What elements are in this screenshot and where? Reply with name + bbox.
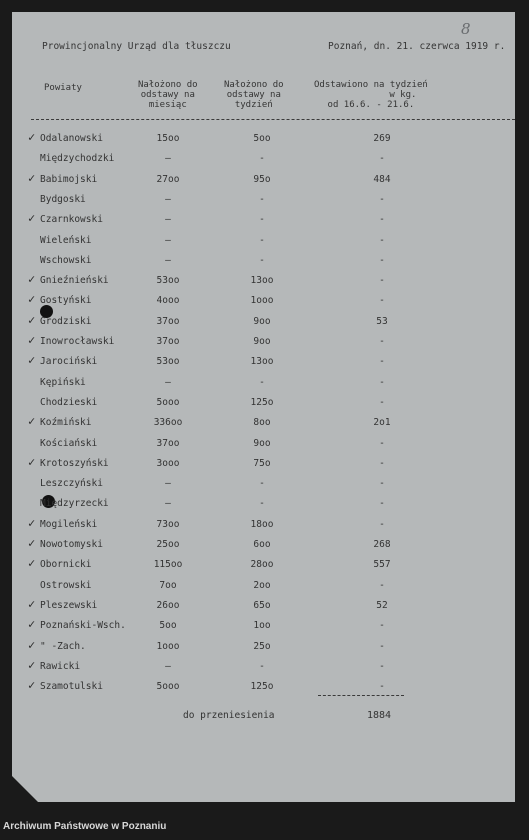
table-row <box>12 596 515 617</box>
weekly-quota: - <box>259 214 265 226</box>
delivered-kg: 268 <box>373 539 391 550</box>
weekly-quota: 9oo <box>253 437 271 449</box>
weekly-quota: 1ooo <box>250 295 274 307</box>
col-header-delivered-line: w kg. <box>389 90 417 100</box>
monthly-quota: 5ooo <box>156 681 180 693</box>
district-name: Jarociński <box>40 356 98 368</box>
check-mark: ✓ <box>28 536 36 550</box>
delivered-kg: - <box>379 478 385 490</box>
check-mark: ✓ <box>28 556 36 571</box>
district-name: " -Zach. <box>40 640 86 652</box>
monthly-quota: 27oo <box>156 173 180 185</box>
weekly-quota: 9oo <box>253 315 271 327</box>
table-row <box>12 437 515 455</box>
delivered-kg: - <box>379 356 385 368</box>
table-row <box>12 637 515 658</box>
monthly-quota: — <box>165 478 171 490</box>
weekly-quota: 25o <box>253 640 271 652</box>
table-row <box>12 579 515 597</box>
weekly-quota: 125o <box>250 681 274 693</box>
district-name: Obornicki <box>40 559 92 571</box>
archive-name: Archiwum Państwowe w Poznaniu <box>3 821 167 832</box>
weekly-quota: 95o <box>253 173 271 185</box>
header-divider <box>31 119 515 120</box>
district-name: Szamotulski <box>40 681 103 693</box>
weekly-quota: 9oo <box>253 336 271 347</box>
weekly-quota: 125o <box>250 396 274 408</box>
table-row <box>12 170 515 191</box>
district-name: Leszczyński <box>40 478 103 490</box>
weekly-quota: 13oo <box>250 356 274 368</box>
weekly-quota: - <box>259 193 265 205</box>
table-row <box>12 477 515 495</box>
district-name: Wieleński <box>40 234 92 246</box>
delivered-kg: - <box>379 457 385 469</box>
monthly-quota: — <box>165 153 171 165</box>
monthly-quota: 115oo <box>153 559 183 571</box>
table-row <box>12 274 515 292</box>
monthly-quota: 7oo <box>159 579 177 591</box>
check-mark: ✓ <box>28 333 36 347</box>
table-row <box>12 619 515 637</box>
monthly-quota: 336oo <box>153 417 183 429</box>
delivered-kg: - <box>379 660 385 672</box>
check-mark: ✓ <box>28 617 36 632</box>
district-name: Kościański <box>40 437 98 449</box>
check-mark: ✓ <box>28 292 36 307</box>
office-name: Prowincjonalny Urząd dla tłuszczu <box>42 41 231 52</box>
monthly-quota: 73oo <box>156 518 180 530</box>
check-mark: ✓ <box>28 211 36 226</box>
col-header-weekly-line: tydzień <box>234 100 273 110</box>
monthly-quota: 37oo <box>156 437 180 449</box>
check-mark: ✓ <box>28 130 36 144</box>
district-name: Gnieźnieński <box>40 275 109 287</box>
delivered-kg: - <box>379 579 385 591</box>
check-mark: ✓ <box>28 170 36 185</box>
delivered-kg: 2o1 <box>373 417 391 429</box>
weekly-quota: - <box>259 153 265 165</box>
archive-footer <box>0 813 529 840</box>
monthly-quota: 26oo <box>156 599 180 611</box>
district-name: Grodziski <box>40 315 92 327</box>
weekly-quota: 2oo <box>253 579 271 591</box>
district-name: Rawicki <box>40 660 81 672</box>
table-row <box>12 376 515 394</box>
monthly-quota: 53oo <box>156 356 180 368</box>
delivered-kg: 269 <box>373 133 391 144</box>
district-name: Kępiński <box>40 376 86 388</box>
delivered-kg: - <box>379 214 385 226</box>
monthly-quota: 53oo <box>156 275 180 287</box>
col-header-weekly <box>224 80 284 110</box>
weekly-quota: 8oo <box>253 417 271 429</box>
weekly-quota: 28oo <box>250 559 274 571</box>
monthly-quota: — <box>165 498 171 510</box>
table-row <box>12 312 515 333</box>
table-row <box>12 355 515 373</box>
monthly-quota: 37oo <box>156 315 180 327</box>
weekly-quota: 13oo <box>250 275 274 287</box>
district-name: Gostyński <box>40 295 92 307</box>
monthly-quota: — <box>165 214 171 226</box>
col-header-delivered-line: Odstawiono na tydzień <box>314 80 428 90</box>
torn-corner <box>12 776 38 802</box>
district-name: Poznański-Wsch. <box>40 620 126 632</box>
district-name: Babimojski <box>40 173 98 185</box>
district-name: Krotoszyński <box>40 457 109 469</box>
document-sheet <box>12 12 515 802</box>
check-mark: ✓ <box>28 515 36 530</box>
weekly-quota: 1oo <box>253 620 271 632</box>
district-name: Międzyrzecki <box>40 498 109 510</box>
weekly-quota: 18oo <box>250 518 274 530</box>
table-row <box>12 538 515 556</box>
monthly-quota: — <box>165 193 171 205</box>
table-row <box>12 558 515 576</box>
delivered-kg: - <box>379 620 385 632</box>
weekly-quota: - <box>259 234 265 246</box>
table-row <box>12 254 515 272</box>
monthly-quota: 4ooo <box>156 295 180 307</box>
weekly-quota: - <box>259 498 265 510</box>
delivered-kg: 53 <box>376 315 388 327</box>
delivered-kg: - <box>379 254 385 266</box>
district-name: Pleszewski <box>40 599 98 611</box>
delivered-kg: - <box>379 153 385 165</box>
check-mark: ✓ <box>28 637 36 652</box>
table-row <box>12 416 515 434</box>
delivered-kg: - <box>379 336 385 347</box>
weekly-quota: - <box>259 660 265 672</box>
delivered-kg: 52 <box>376 599 388 611</box>
col-header-delivered-line: od 16.6. - 21.6. <box>327 100 415 110</box>
district-name: Wschowski <box>40 254 92 266</box>
monthly-quota: 25oo <box>156 539 180 550</box>
col-header-district: Powiaty <box>44 83 82 93</box>
table-row <box>12 132 515 150</box>
weekly-quota: - <box>259 376 265 388</box>
monthly-quota: — <box>165 254 171 266</box>
monthly-quota: — <box>165 234 171 246</box>
check-mark: ✓ <box>28 454 36 469</box>
district-name: Ostrowski <box>40 579 92 591</box>
delivered-kg: 557 <box>373 559 391 571</box>
district-name: Inowrocławski <box>40 336 115 347</box>
district-name: Międzychodzki <box>40 153 115 165</box>
monthly-quota: 1ooo <box>156 640 180 652</box>
col-header-monthly-line: odstawy na <box>140 90 195 100</box>
delivered-kg: 484 <box>373 173 391 185</box>
col-header-weekly-line: Nałożono do <box>224 80 284 90</box>
total-label: do przeniesienia <box>183 710 275 721</box>
table-row <box>12 335 515 353</box>
district-name: Czarnkowski <box>40 214 103 226</box>
delivered-kg: - <box>379 681 385 693</box>
weekly-quota: 65o <box>253 599 271 611</box>
check-mark: ✓ <box>28 353 36 368</box>
check-mark: ✓ <box>28 657 36 672</box>
weekly-quota: 75o <box>253 457 271 469</box>
monthly-quota: 5ooo <box>156 396 180 408</box>
weekly-quota: - <box>259 478 265 490</box>
table-row <box>12 657 515 678</box>
delivered-kg: - <box>379 396 385 408</box>
monthly-quota: 37oo <box>156 336 180 347</box>
delivered-kg: - <box>379 376 385 388</box>
table-row <box>12 515 515 536</box>
table-row <box>12 680 515 698</box>
district-name: Odalanowski <box>40 133 103 144</box>
col-header-weekly-line: odstawy na <box>226 90 281 100</box>
district-name: Chodzieski <box>40 396 98 408</box>
monthly-quota: 3ooo <box>156 457 180 469</box>
delivered-kg: - <box>379 640 385 652</box>
check-mark: ✓ <box>28 414 36 429</box>
table-row <box>12 193 515 211</box>
district-name: Nowotomyski <box>40 539 103 550</box>
delivered-kg: - <box>379 295 385 307</box>
col-header-monthly-line: Nałożono do <box>138 80 198 90</box>
monthly-quota: — <box>165 660 171 672</box>
col-header-delivered <box>314 80 428 110</box>
delivered-kg: - <box>379 498 385 510</box>
monthly-quota: — <box>165 376 171 388</box>
table-row <box>12 152 515 170</box>
table-row <box>12 294 515 312</box>
delivered-kg: - <box>379 234 385 246</box>
table-row <box>12 396 515 414</box>
monthly-quota: 15oo <box>156 133 180 144</box>
table-row <box>12 234 515 252</box>
monthly-quota: 5oo <box>159 620 177 632</box>
check-mark: ✓ <box>28 596 36 611</box>
total-value: 1884 <box>367 710 392 721</box>
check-mark: ✓ <box>28 272 36 287</box>
district-name: Mogileński <box>40 518 98 530</box>
weekly-quota: - <box>259 254 265 266</box>
col-header-monthly <box>138 80 198 110</box>
district-name: Bydgoski <box>40 193 86 205</box>
district-name: Koźmiński <box>40 417 92 429</box>
col-header-monthly-line: miesiąc <box>148 100 187 110</box>
weekly-quota: 5oo <box>253 133 271 144</box>
delivered-kg: - <box>379 437 385 449</box>
weekly-quota: 6oo <box>253 539 271 550</box>
delivered-kg: - <box>379 275 385 287</box>
place-date: Poznań, dn. 21. czerwca 1919 r. <box>328 41 506 52</box>
delivered-kg: - <box>379 518 385 530</box>
table-row <box>12 454 515 475</box>
table-row <box>12 213 515 231</box>
delivered-kg: - <box>379 193 385 205</box>
table-row <box>12 497 515 515</box>
check-mark: ✓ <box>28 312 36 327</box>
page-number: 8 <box>461 20 471 38</box>
check-mark: ✓ <box>28 678 36 693</box>
